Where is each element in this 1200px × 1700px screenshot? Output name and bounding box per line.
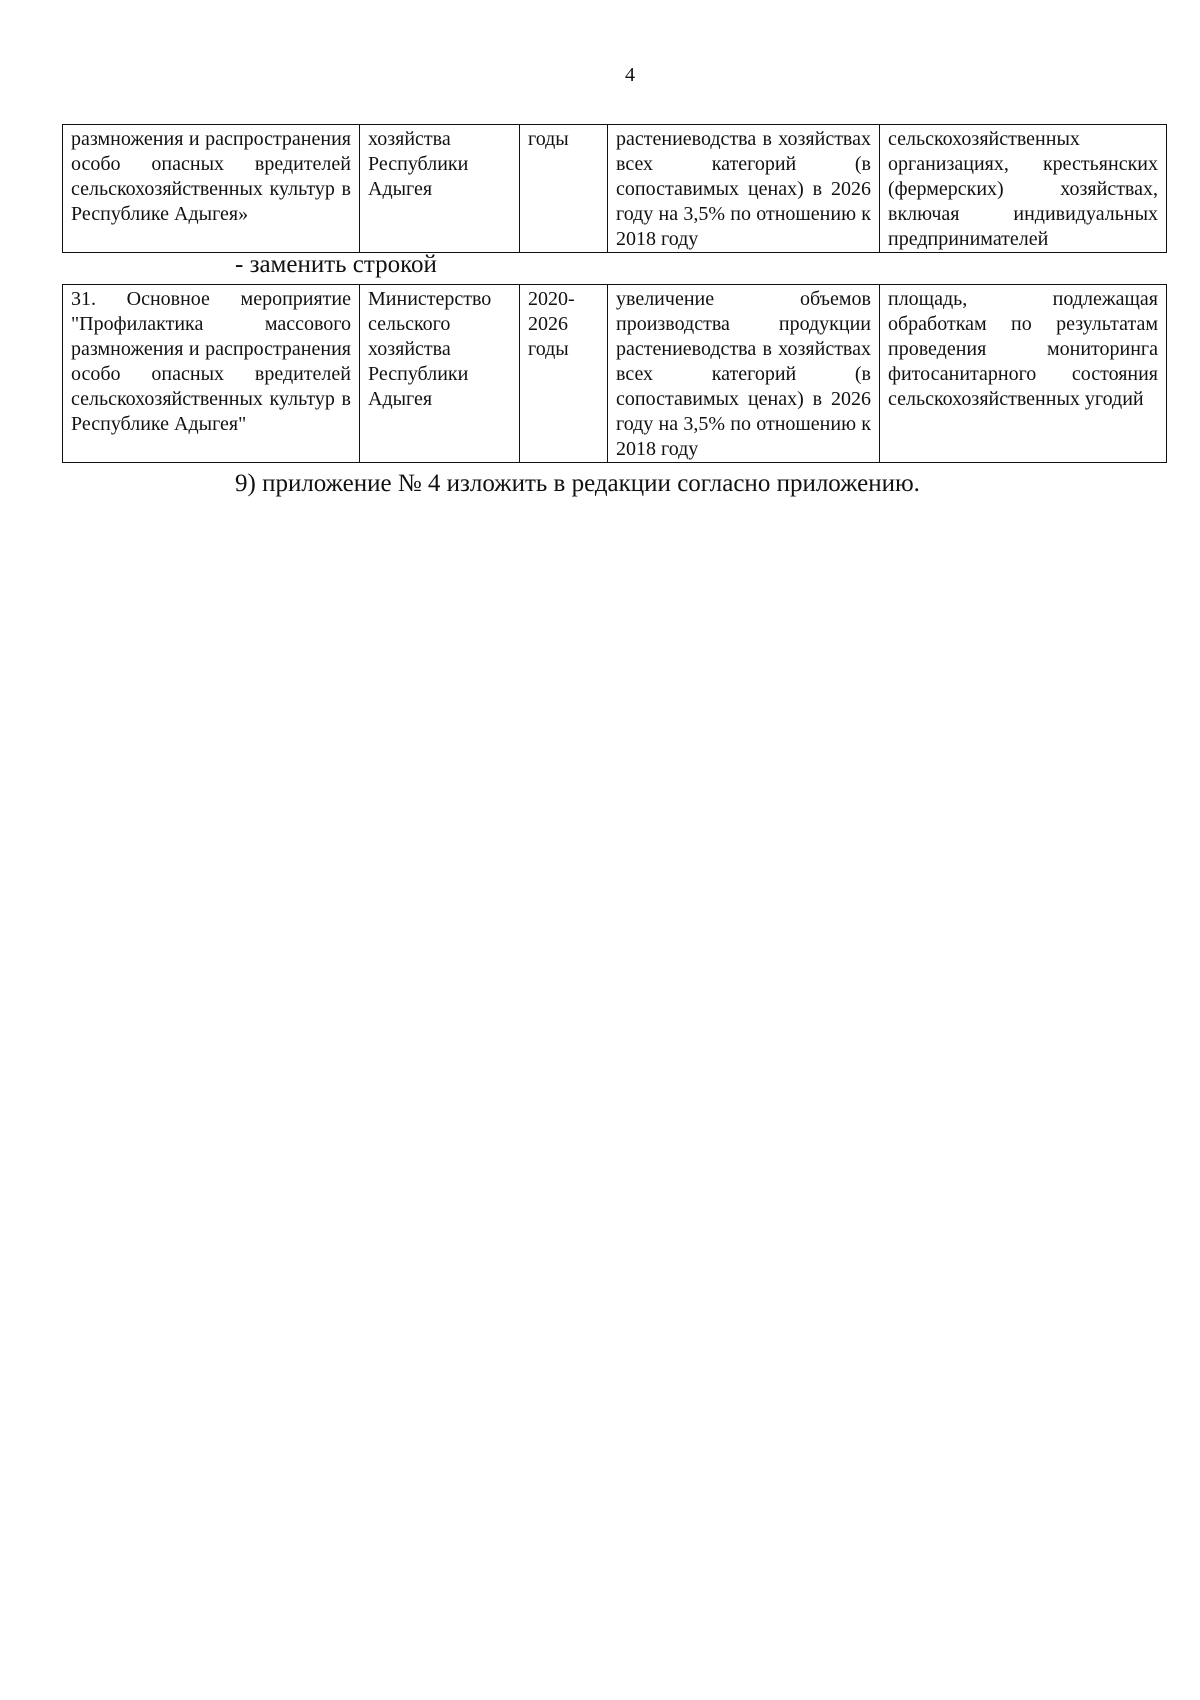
- table-row: [63, 125, 1167, 253]
- table-row: [63, 285, 1167, 463]
- old-row-table: [62, 124, 1167, 253]
- old-row-name-cell: размножения и распространения особо опасных вредителей сельскохозяйственных культур в Республике Адыгея»: [63, 125, 360, 253]
- new-row-table: [62, 284, 1167, 463]
- new-row-period-cell: 2020-2026 годы: [520, 285, 608, 463]
- replace-label: - заменить строкой: [235, 251, 437, 278]
- new-row-executor-cell: Министерство сельского хозяйства Республики Адыгея: [360, 285, 520, 463]
- old-row-indicator-cell: сельскохозяйственных организациях, крестьянских (фермерских) хозяйствах, включая индивидуальных предпринимателей: [880, 125, 1167, 253]
- old-row-result-cell: растениеводства в хозяйствах всех категорий (в сопоставимых ценах) в 2026 году на 3,5% по отношению к 2018 году: [608, 125, 880, 253]
- new-row-name-cell: 31. Основное мероприятие "Профилактика массового размножения и распространения особо опасных вредителей сельскохозяйственных культур в Республике Адыгея": [63, 285, 360, 463]
- new-row-indicator-cell: площадь, подлежащая обработкам по результатам проведения мониторинга фитосанитарного состояния сельскохозяйственных угодий: [880, 285, 1167, 463]
- new-row-result-cell: увеличение объемов производства продукции растениеводства в хозяйствах всех категорий (в сопоставимых ценах) в 2026 году на 3,5% по отношению к 2018 году: [608, 285, 880, 463]
- final-paragraph: 9) приложение № 4 изложить в редакции согласно приложению.: [235, 470, 920, 497]
- old-row-period-cell: годы: [520, 125, 608, 253]
- old-row-executor-cell: хозяйства Республики Адыгея: [360, 125, 520, 253]
- page-number: 4: [625, 64, 635, 86]
